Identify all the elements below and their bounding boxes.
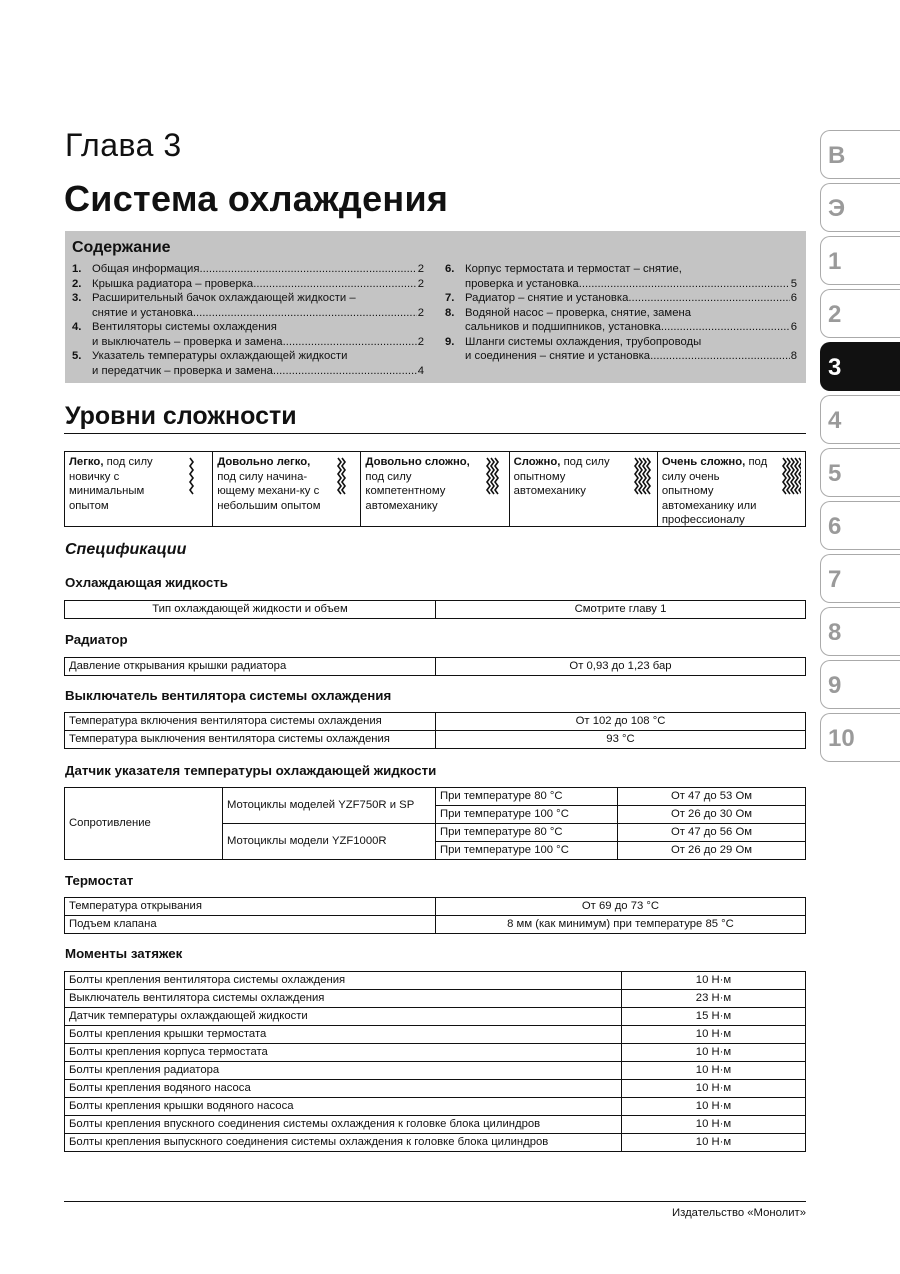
thermostat-table — [64, 897, 806, 934]
difficulty-description: под силу компетентному автомеханику — [365, 470, 446, 512]
difficulty-text — [217, 455, 325, 513]
contents-item-label: и соединения – снятие и установка — [465, 350, 651, 362]
difficulty-description: под силу очень опытному автомеханику или профессионалу — [661, 456, 768, 526]
specs-heading: Спецификации — [65, 541, 187, 558]
chapter-tab[interactable]: 4 — [820, 395, 900, 444]
table-cell: Давление открывания крышки радиатора — [65, 658, 436, 676]
radiator-table — [64, 657, 806, 676]
contents-item-text — [465, 335, 797, 364]
table-row — [65, 1008, 806, 1026]
contents-item-page: 5 — [790, 277, 797, 290]
contents-item-label: Шланги системы охлаждения, трубопроводы — [465, 335, 702, 348]
contents-item — [72, 349, 424, 378]
table-cell: Смотрите главу 1 — [436, 601, 806, 619]
contents-item-text — [92, 349, 424, 378]
contents-item-number: 6. — [445, 263, 455, 275]
table-row — [65, 1026, 806, 1044]
table-cell: Болты крепления вентилятора системы охлаждения — [65, 972, 622, 990]
contents-item-text — [465, 262, 797, 291]
contents-item-number: 4. — [72, 321, 82, 333]
difficulty-label: Сложно, — [513, 456, 561, 468]
dot-leader — [579, 277, 790, 292]
chapter-tab[interactable]: В — [820, 130, 900, 179]
contents-item-page: 6 — [790, 292, 797, 304]
contents-box — [65, 231, 806, 383]
dot-leader — [283, 335, 417, 350]
contents-item-line — [465, 277, 797, 292]
difficulty-label: Довольно легко, — [217, 456, 311, 468]
table-cell: От 102 до 108 °С — [436, 713, 806, 731]
table-cell: При температуре 100 °С — [436, 806, 618, 824]
contents-item-line — [465, 335, 797, 350]
table-cell: 10 Н·м — [622, 1080, 806, 1098]
torque-heading: Моменты затяжек — [65, 946, 183, 961]
contents-column-left — [72, 262, 424, 378]
contents-item — [445, 306, 797, 335]
difficulty-text — [662, 455, 770, 528]
chapter-label: Глава 3 — [65, 127, 182, 163]
footer-rule — [64, 1201, 806, 1202]
contents-item-line — [92, 277, 424, 292]
difficulty-level — [510, 452, 658, 526]
contents-item-page: 2 — [417, 263, 424, 275]
table-cell: 10 Н·м — [622, 972, 806, 990]
table-cell: Болты крепления крышки водяного насоса — [65, 1098, 622, 1116]
table-cell: Болты крепления выпускного соединения системы охлаждения к головке блока цилиндров — [65, 1134, 622, 1152]
table-cell: Болты крепления крышки термостата — [65, 1026, 622, 1044]
chapter-tab[interactable]: Э — [820, 183, 900, 232]
spanner-icon — [779, 456, 801, 500]
chapter-tab[interactable]: 2 — [820, 289, 900, 338]
table-cell: Температура открывания — [65, 898, 436, 916]
table-row — [65, 990, 806, 1008]
contents-item-line — [92, 306, 424, 321]
table-row — [65, 731, 806, 749]
contents-item-page: 2 — [417, 335, 424, 348]
contents-item-number: 2. — [72, 277, 82, 290]
chapter-tab[interactable]: 8 — [820, 607, 900, 656]
heading-rule — [64, 433, 806, 434]
table-row — [65, 658, 806, 676]
contents-item-text — [465, 306, 797, 335]
dot-leader — [628, 291, 789, 306]
chapter-tab[interactable]: 6 — [820, 501, 900, 550]
contents-item-label: Вентиляторы системы охлаждения — [92, 321, 277, 333]
table-row — [65, 916, 806, 934]
table-cell: При температуре 100 °С — [436, 842, 618, 860]
contents-item — [72, 277, 424, 292]
contents-item-label: Водяной насос – проверка, снятие, замена — [465, 306, 691, 319]
contents-item — [445, 335, 797, 364]
table-row — [65, 601, 806, 619]
fan-switch-table — [64, 712, 806, 749]
contents-item-number: 3. — [72, 292, 82, 304]
difficulty-level — [65, 452, 213, 526]
difficulty-label: Довольно сложно, — [365, 456, 470, 468]
table-cell: Мотоциклы модели YZF1000R — [223, 824, 436, 860]
contents-item-line — [92, 320, 424, 335]
contents-item — [72, 320, 424, 349]
contents-item-number: 5. — [72, 350, 82, 362]
chapter-tab[interactable]: 5 — [820, 448, 900, 497]
contents-item-text — [92, 291, 424, 320]
contents-item-number: 9. — [445, 335, 455, 348]
difficulty-text — [69, 455, 177, 513]
dot-leader — [199, 262, 416, 277]
difficulty-level — [658, 452, 805, 526]
dot-leader — [661, 320, 790, 335]
chapter-tab[interactable]: 7 — [820, 554, 900, 603]
difficulty-level — [213, 452, 361, 526]
table-row — [65, 1062, 806, 1080]
contents-item-label: Крышка радиатора – проверка — [92, 277, 254, 290]
table-cell: Подъем клапана — [65, 916, 436, 934]
chapter-tab[interactable]: 9 — [820, 660, 900, 709]
coolant-table — [64, 600, 806, 619]
chapter-tab[interactable]: 3 — [820, 342, 900, 391]
table-row — [65, 1134, 806, 1152]
table-cell: 10 Н·м — [622, 1044, 806, 1062]
contents-item-line — [465, 349, 797, 364]
contents-item-label: Указатель температуры охлаждающей жидкости — [92, 350, 348, 362]
contents-item-line — [92, 335, 424, 350]
table-cell: При температуре 80 °С — [436, 788, 618, 806]
table-cell: 10 Н·м — [622, 1026, 806, 1044]
table-cell: 93 °С — [436, 731, 806, 749]
contents-item — [72, 262, 424, 277]
table-row — [65, 788, 806, 806]
temp-sensor-heading: Датчик указателя температуры охлаждающей жидкости — [65, 763, 437, 778]
spanner-icon — [631, 456, 653, 500]
table-row — [65, 972, 806, 990]
spanner-icon — [483, 456, 505, 500]
contents-item-number: 1. — [72, 263, 82, 275]
table-row — [65, 713, 806, 731]
contents-item-line — [92, 291, 424, 306]
table-cell: От 69 до 73 °С — [436, 898, 806, 916]
page-title: Система охлаждения — [64, 178, 449, 219]
contents-item-text — [92, 277, 424, 292]
contents-item-page: 2 — [417, 277, 424, 290]
contents-item-label: Расширительный бачок охлаждающей жидкости – — [92, 292, 356, 304]
contents-item-number: 8. — [445, 306, 455, 319]
table-row — [65, 1116, 806, 1134]
contents-item — [72, 291, 424, 320]
difficulty-text — [365, 455, 473, 513]
contents-item-line — [92, 364, 424, 379]
contents-item — [445, 262, 797, 291]
table-cell: 10 Н·м — [622, 1098, 806, 1116]
table-cell: Тип охлаждающей жидкости и объем — [65, 601, 436, 619]
table-row — [65, 1098, 806, 1116]
table-cell: От 26 до 29 Ом — [618, 842, 806, 860]
contents-item-label: и выключатель – проверка и замена — [92, 335, 283, 348]
dot-leader — [193, 306, 417, 321]
chapter-tab[interactable]: 1 — [820, 236, 900, 285]
contents-heading: Содержание — [72, 239, 171, 256]
contents-item-label: Радиатор – снятие и установка — [465, 292, 629, 304]
table-cell: 10 Н·м — [622, 1062, 806, 1080]
difficulty-description: под силу опытному автомеханику — [513, 456, 610, 497]
table-cell: Сопротивление — [65, 788, 223, 860]
spanner-icon — [334, 456, 356, 500]
contents-item-text — [465, 291, 797, 306]
contents-item-text — [92, 320, 424, 349]
table-cell: 10 Н·м — [622, 1134, 806, 1152]
dot-leader — [253, 277, 416, 292]
contents-item-page: 6 — [790, 321, 797, 333]
spanner-icon — [186, 456, 208, 500]
difficulty-description: под силу новичку с минимальным опытом — [69, 456, 153, 512]
contents-item-line — [465, 320, 797, 335]
contents-item-label: снятие и установка — [92, 306, 193, 319]
table-cell: Болты крепления радиатора — [65, 1062, 622, 1080]
table-cell: От 0,93 до 1,23 бар — [436, 658, 806, 676]
contents-item-label: Общая информация — [92, 263, 200, 275]
table-cell: 10 Н·м — [622, 1116, 806, 1134]
table-cell: Выключатель вентилятора системы охлаждения — [65, 990, 622, 1008]
contents-item-text — [92, 262, 424, 277]
table-cell: От 47 до 56 Ом — [618, 824, 806, 842]
contents-item-label: сальников и подшипников, установка — [465, 321, 661, 333]
table-cell: От 26 до 30 Ом — [618, 806, 806, 824]
difficulty-text — [514, 455, 622, 499]
table-cell: Температура выключения вентилятора системы охлаждения — [65, 731, 436, 749]
table-cell: 15 Н·м — [622, 1008, 806, 1026]
contents-item-line — [465, 262, 797, 277]
table-cell: Болты крепления впускного соединения системы охлаждения к головке блока цилиндров — [65, 1116, 622, 1134]
table-cell: Болты крепления корпуса термостата — [65, 1044, 622, 1062]
fan-switch-heading: Выключатель вентилятора системы охлаждения — [65, 688, 392, 703]
table-row — [65, 1044, 806, 1062]
table-cell: Мотоциклы моделей YZF750R и SP — [223, 788, 436, 824]
contents-item-line — [92, 349, 424, 364]
table-cell: При температуре 80 °С — [436, 824, 618, 842]
radiator-heading: Радиатор — [65, 632, 128, 647]
publisher-footer: Издательство «Монолит» — [672, 1207, 806, 1219]
difficulty-description: под силу начина-ющему механи-ку с небольшим опытом — [217, 470, 321, 512]
table-cell: От 47 до 53 Ом — [618, 788, 806, 806]
difficulty-label: Очень сложно, — [661, 456, 746, 468]
contents-item-label: проверка и установка — [465, 277, 579, 290]
contents-item-page: 8 — [790, 350, 797, 362]
difficulty-label: Легко, — [69, 456, 104, 468]
table-cell: Болты крепления водяного насоса — [65, 1080, 622, 1098]
difficulty-scale — [64, 451, 806, 527]
temp-sensor-table — [64, 787, 806, 860]
contents-column-right — [445, 262, 797, 364]
table-row — [65, 898, 806, 916]
difficulty-heading: Уровни сложности — [65, 402, 297, 430]
chapter-tab[interactable]: 10 — [820, 713, 900, 762]
contents-item-label: и передатчик – проверка и замена — [92, 364, 273, 377]
contents-item-page: 4 — [417, 364, 424, 377]
contents-item-line — [92, 262, 424, 277]
contents-item-page: 2 — [417, 306, 424, 319]
contents-item-line — [465, 291, 797, 306]
contents-item-line — [465, 306, 797, 321]
table-cell: 8 мм (как минимум) при температуре 85 °С — [436, 916, 806, 934]
table-cell: 23 Н·м — [622, 990, 806, 1008]
contents-item-number: 7. — [445, 292, 455, 304]
dot-leader — [650, 349, 790, 364]
difficulty-level — [361, 452, 509, 526]
contents-item — [445, 291, 797, 306]
coolant-heading: Охлаждающая жидкость — [65, 575, 228, 590]
table-cell: Температура включения вентилятора системы охлаждения — [65, 713, 436, 731]
thermostat-heading: Термостат — [65, 873, 134, 888]
torque-table — [64, 971, 806, 1152]
table-row — [65, 1080, 806, 1098]
contents-item-label: Корпус термостата и термостат – снятие, — [465, 263, 682, 275]
table-cell: Датчик температуры охлаждающей жидкости — [65, 1008, 622, 1026]
dot-leader — [273, 364, 417, 379]
